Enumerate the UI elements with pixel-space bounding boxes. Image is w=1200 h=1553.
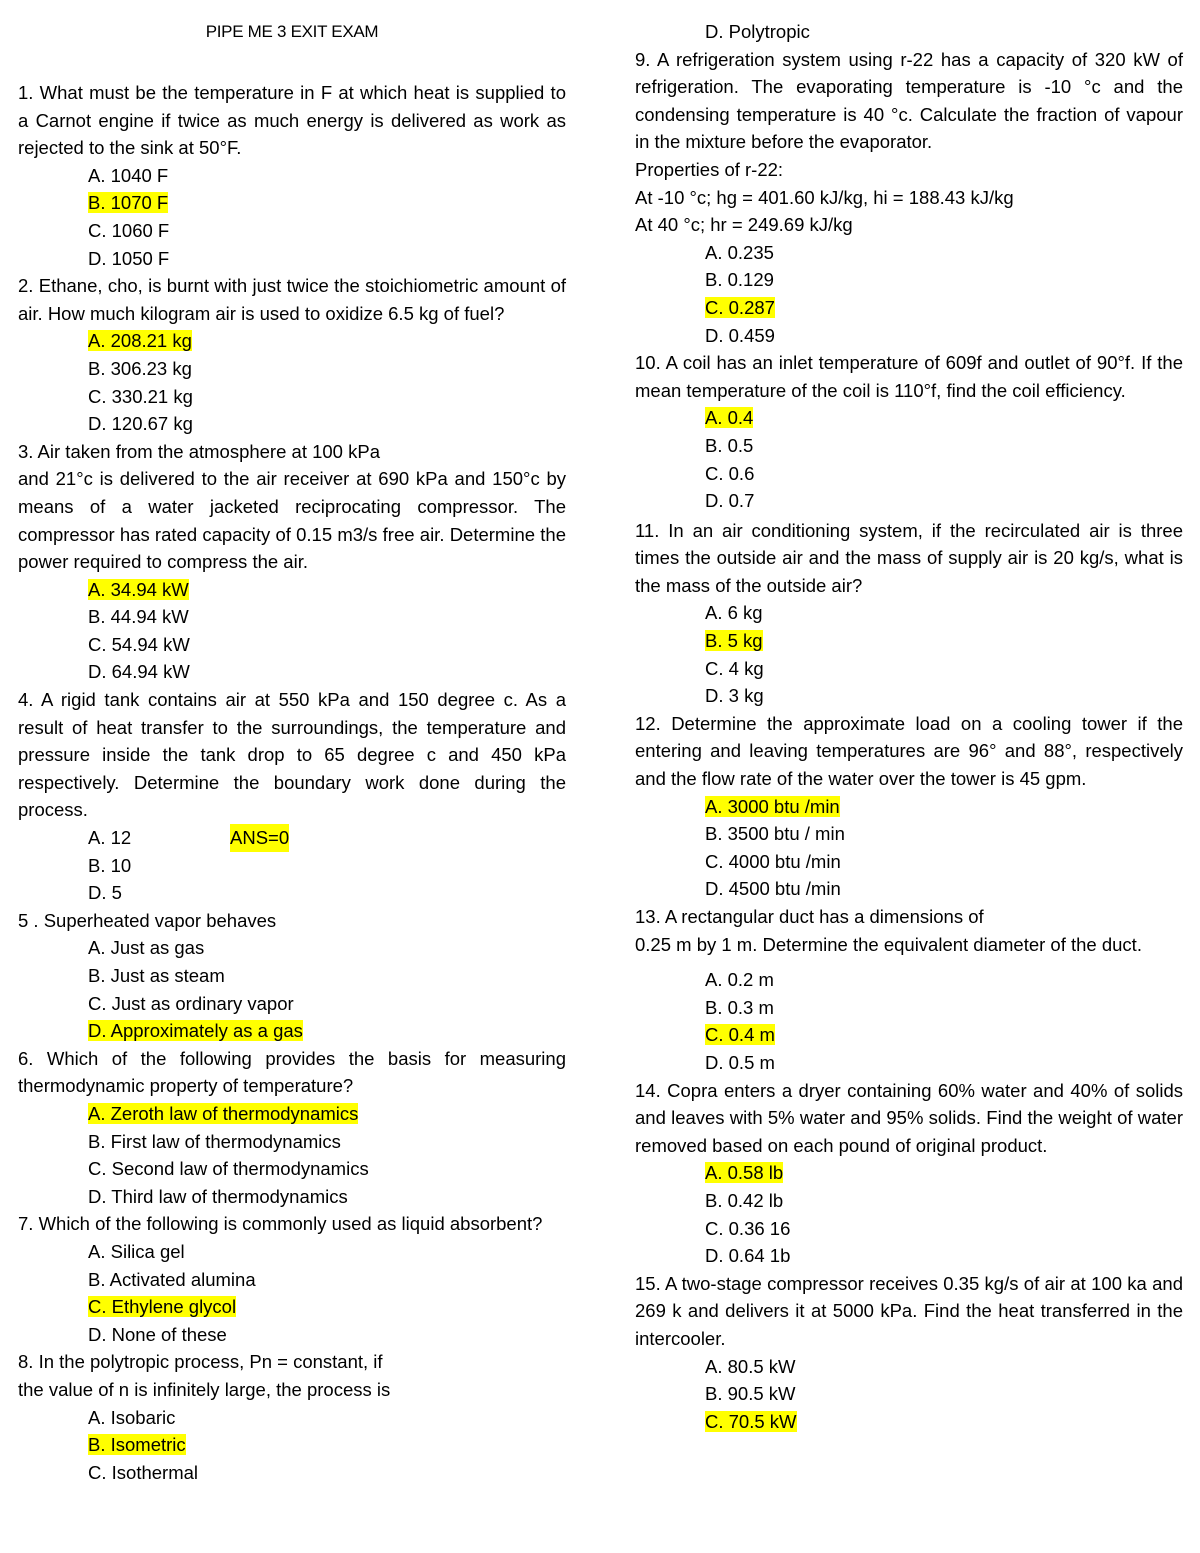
option-d: D. 1050 F [88, 247, 170, 269]
question-3 [18, 438, 566, 686]
option-c: C. 4000 btu /min [705, 850, 841, 872]
question-text: 7. Which of the following is commonly used as liquid absorbent? [18, 1213, 543, 1235]
options [635, 966, 1183, 1076]
options [18, 576, 566, 686]
question-text: 12. Determine the approximate load on a cooling tower if the entering and leaving temperatures are 96° and 88°, respectively and the flow rate of the water over the tower is 45 gpm. [635, 712, 1183, 790]
option-b: B. 0.3 m [705, 996, 774, 1018]
option-b: B. 0.42 lb [705, 1189, 784, 1211]
option-a-answer: A. 208.21 kg [88, 330, 192, 352]
option-a: A. Isobaric [88, 1406, 176, 1428]
question-text: 14. Copra enters a dryer containing 60% water and 40% of solids and leaves with 5% water and 95% solids. Find the weight of water removed based on each pound of original product. [635, 1079, 1183, 1156]
option-c: C. Isothermal [88, 1461, 199, 1483]
question-text: 1. What must be the temperature in F at which heat is supplied to a Carnot engine if twice as much energy is delivered as work as rejected to the sink at 50°F. [18, 82, 566, 159]
option-b-answer: B. 1070 F [88, 192, 169, 214]
option-d: D. Polytropic [705, 21, 810, 42]
question-text: 2. Ethane, cho, is burnt with just twice the stoichiometric amount of air. How much kilogram air is used to oxidize 6.5 kg of fuel? [18, 275, 566, 324]
question-text-line-1: 8. In the polytropic process, Pn = constant, if [18, 1351, 383, 1373]
question-text: 15. A two-stage compressor receives 0.35 kg/s of air at 100 ka and 269 k and delivers it at 5000 kPa. Find the heat transferred in the intercooler. [635, 1272, 1183, 1349]
options [18, 1100, 566, 1210]
option-a: A. 0.235 [705, 241, 774, 263]
option-a: A. 0.2 m [705, 969, 774, 991]
question-8 [18, 1348, 566, 1486]
options [18, 327, 566, 437]
option-b: B. 0.129 [705, 269, 774, 291]
question-text: 11. In an air conditioning system, if the recirculated air is three times the outside air and the mass of supply air is 20 kg/s, what is the mass of the outside air? [635, 519, 1183, 596]
option-b-answer: B. Isometric [88, 1434, 186, 1456]
option-d: D. Third law of thermodynamics [88, 1185, 348, 1207]
options [18, 162, 566, 272]
option-a: A. 1040 F [88, 164, 169, 186]
right-column [635, 0, 1183, 1435]
question-6 [18, 1045, 566, 1211]
question-1 [18, 79, 566, 272]
option-b: B. Just as steam [88, 965, 225, 986]
question-text-line-2: 0.25 m by 1 m. Determine the equivalent diameter of the duct. [635, 933, 1142, 955]
option-a-answer: A. 34.94 kW [88, 578, 189, 600]
option-b: B. Activated alumina [88, 1268, 256, 1290]
option-a-answer: A. 3000 btu /min [705, 795, 840, 817]
options [18, 934, 566, 1044]
question-2 [18, 272, 566, 438]
option-c: C. 0.36 16 [705, 1217, 791, 1239]
option-b: B. 306.23 kg [88, 357, 192, 379]
question-text: 10. A coil has an inlet temperature of 609f and outlet of 90°f. If the mean temperature of the coil is 110°f, find the coil efficiency. [635, 352, 1183, 401]
question-text: 4. A rigid tank contains air at 550 kPa and 150 degree c. As a result of heat transfer to the surroundings, the temperature and pressure inside the tank drop to 65 degree c and 450 kPa respectively. Determine the boundary work done during the process. [18, 689, 566, 821]
option-a-answer: A. Zeroth law of thermodynamics [88, 1102, 359, 1124]
option-d: D. 64.94 kW [88, 661, 190, 683]
option-c: C. 4 kg [705, 657, 764, 679]
options [635, 404, 1183, 514]
page-title: PIPE ME 3 EXIT EXAM [205, 22, 379, 41]
option-c: C. 330.21 kg [88, 385, 193, 407]
option-c: C. Second law of thermodynamics [88, 1158, 369, 1180]
option-c: C. 1060 F [88, 219, 170, 241]
option-d: D. 0.7 [705, 490, 755, 512]
question-text-line-1: 3. Air taken from the atmosphere at 100 kPa [18, 440, 380, 462]
options [18, 824, 566, 907]
options [635, 1159, 1183, 1269]
question-text: 6. Which of the following provides the basis for measuring thermodynamic property of temperature? [18, 1047, 566, 1097]
option-d: D. 0.64 1b [705, 1245, 791, 1267]
option-b: B. 10 [88, 854, 132, 876]
option-c: C. 54.94 kW [88, 633, 190, 655]
option-c-answer: C. 0.4 m [705, 1024, 775, 1046]
question-text: 9. A refrigeration system using r-22 has a capacity of 320 kW of refrigeration. The evaporating temperature is -10 °c and the condensing temperature is 40 °c. Calculate the fraction of vapour in the mixture before the evaporator. [635, 48, 1183, 153]
option-d: D. 5 [88, 882, 122, 904]
option-b: B. 3500 btu / min [705, 823, 845, 845]
option-b: B. 44.94 kW [88, 606, 189, 628]
option-c-answer: C. Ethylene glycol [88, 1296, 237, 1318]
question-8-continued [635, 18, 1183, 46]
question-10 [635, 349, 1183, 515]
option-a-answer: A. 0.58 lb [705, 1162, 784, 1184]
option-a: A. Silica gel [88, 1240, 185, 1262]
option-d: D. 0.5 m [705, 1051, 775, 1073]
option-d: D. 3 kg [705, 685, 764, 707]
option-b: B. 0.5 [705, 434, 754, 456]
options [635, 239, 1183, 349]
option-c: C. Just as ordinary vapor [88, 992, 294, 1014]
options [635, 1353, 1183, 1436]
options [18, 1238, 566, 1348]
question-text: 5 . Superheated vapor behaves [18, 909, 277, 931]
left-column [18, 0, 566, 1486]
question-4 [18, 686, 566, 907]
answer-note: ANS=0 [230, 824, 289, 852]
option-d: D. 0.459 [705, 324, 775, 346]
option-a: A. 80.5 kW [705, 1355, 796, 1377]
question-text-line-2: and 21°c is delivered to the air receiver at 690 kPa and 150°c by means of a water jacketed reciprocating compressor. The compressor has rated capacity of 0.15 m3/s free air. Determine the power required to compress the air. [18, 468, 566, 573]
question-9 [635, 46, 1183, 350]
question-text-line-2: the value of n is infinitely large, the process is [18, 1378, 391, 1400]
option-a: A. Just as gas [88, 937, 205, 959]
option-c: C. 0.6 [705, 462, 755, 484]
option-d: D. None of these [88, 1323, 227, 1345]
question-7 [18, 1210, 566, 1348]
option-a: A. 12 [88, 827, 132, 849]
question-15 [635, 1270, 1183, 1436]
option-c-answer: C. 70.5 kW [705, 1410, 797, 1432]
option-b-answer: B. 5 kg [705, 630, 763, 652]
property-line: At 40 °c; hr = 249.69 kJ/kg [635, 214, 853, 236]
options [18, 1404, 566, 1487]
options [635, 599, 1183, 709]
option-b: B. First law of thermodynamics [88, 1130, 341, 1152]
properties-heading: Properties of r-22: [635, 158, 784, 180]
options [635, 793, 1183, 903]
question-11 [635, 517, 1183, 710]
option-d: D. 4500 btu /min [705, 878, 841, 900]
question-12 [635, 710, 1183, 903]
question-14 [635, 1077, 1183, 1270]
option-b: B. 90.5 kW [705, 1383, 796, 1405]
option-c-answer: C. 0.287 [705, 296, 775, 318]
question-text-line-1: 13. A rectangular duct has a dimensions of [635, 906, 984, 927]
option-a: A. 6 kg [705, 602, 763, 624]
question-5 [18, 907, 566, 1045]
option-d: D. 120.67 kg [88, 413, 193, 435]
property-line: At -10 °c; hg = 401.60 kJ/kg, hi = 188.43 kJ/kg [635, 186, 1014, 208]
question-13 [635, 903, 1183, 1077]
option-d-answer: D. Approximately as a gas [88, 1020, 303, 1042]
option-a-answer: A. 0.4 [705, 407, 754, 429]
